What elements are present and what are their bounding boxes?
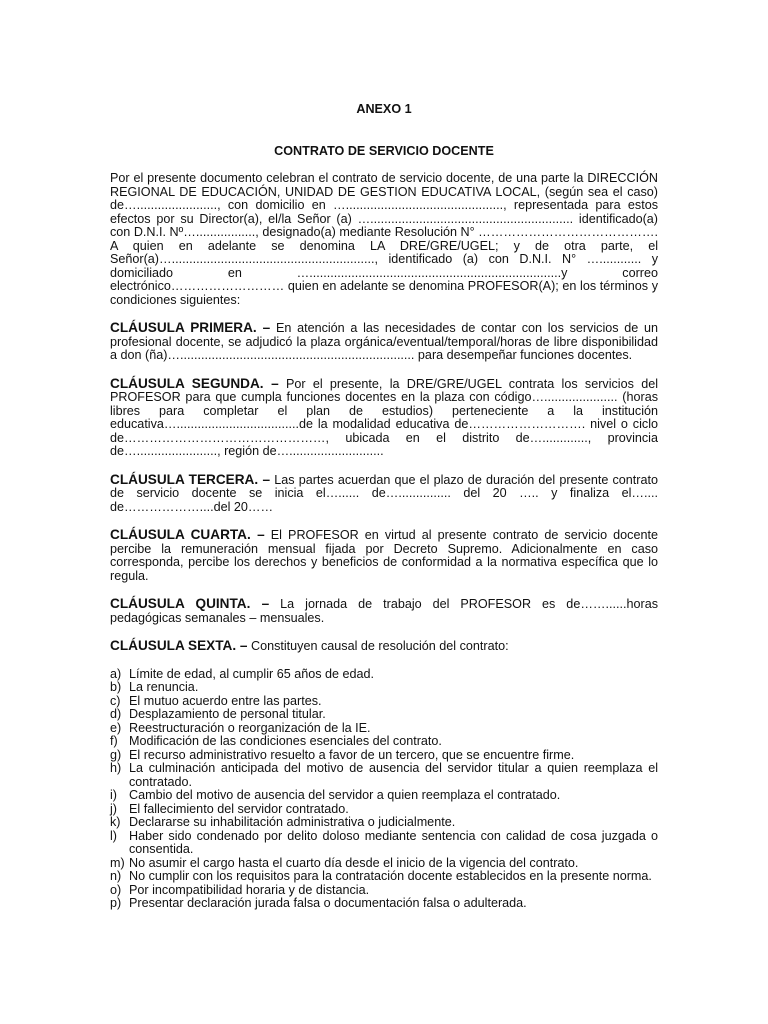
list-marker: p) xyxy=(110,896,122,910)
annex-title: ANEXO 1 xyxy=(356,102,412,116)
list-item xyxy=(110,722,658,736)
list-item xyxy=(110,857,658,871)
list-item-text: Reestructuración o reorganización de la IE. xyxy=(129,720,371,735)
clause-text: El PROFESOR en virtud al presente contrato de servicio docente percibe la remuneración mensual fijada por Decreto Supremo. Adicionalmente en caso corresponda, percibe los derechos y beneficios de conformidad a la normativa específica que lo regula. xyxy=(110,528,658,583)
intro-paragraph: Por el presente documento celebran el contrato de servicio docente, de una parte la DIRECCIÓN REGIONAL DE EDUCACIÓN, UNIDAD DE GESTION EDUCATIVA LOCAL, (según sea el caso) de…......................., con domicilio en …............................................., representada para estos efectos por su Director(a), el/la Señor (a) ….......................................................... identificado(a) con D.N.I. Nº…................., designado(a) mediante Resolución N° ……………………………………. A quien en adelante se denomina LA DRE/GRE/UGEL; y de otra parte, el Señor(a)….........................................................., identificado (a) con D.N.I. N° …............ y domiciliado en …........................................................................y correo electrónico……………………… quien en adelante se denomina PROFESOR(A); en los términos y condiciones siguientes: xyxy=(110,171,658,307)
clause-heading: CLÁUSULA TERCERA. – xyxy=(110,471,271,487)
list-marker: g) xyxy=(110,747,122,762)
list-item xyxy=(110,668,658,682)
list-item xyxy=(110,681,658,695)
clause-heading: CLÁUSULA SEGUNDA. – xyxy=(110,375,279,391)
list-item-text: No asumir el cargo hasta el cuarto día desde el inicio de la vigencia del contrato. xyxy=(129,855,579,870)
list-marker: c) xyxy=(110,693,121,708)
list-item-text: El mutuo acuerdo entre las partes. xyxy=(129,693,322,708)
list-item-text: Por incompatibilidad horaria y de distancia. xyxy=(129,882,370,897)
clause-text: La jornada de trabajo del PROFESOR es de……......horas pedagógicas semanales – mensuales. xyxy=(110,597,659,625)
list-marker: a) xyxy=(110,666,122,681)
clause-segunda xyxy=(110,377,658,459)
clause-text: Por el presente, la DRE/GRE/UGEL contrata los servicios del PROFESOR para que cumpla funciones docentes en la plaza con código…..................... (horas libres para completar el plan de estudios) perteneciente a la institución educativa…...................................de la modalidad educativa de………………………. nivel o ciclo de…………………………………………, ubicada en el distrito de…............., provincia de…......................., región de…........................... xyxy=(110,376,658,458)
list-item xyxy=(110,830,658,857)
clause-cuarta xyxy=(110,528,658,583)
clause-heading: CLÁUSULA SEXTA. – xyxy=(110,638,248,653)
list-item xyxy=(110,789,658,803)
clause-sexta xyxy=(110,639,658,654)
list-marker: m) xyxy=(110,855,125,870)
list-marker: n) xyxy=(110,869,122,883)
list-item-text: Cambio del motivo de ausencia del servidor a quien reemplaza el contratado. xyxy=(129,788,561,802)
list-item xyxy=(110,816,658,830)
list-item xyxy=(110,749,658,763)
list-item-text: No cumplir con los requisitos para la contratación docente establecidos en la presente norma. xyxy=(129,869,652,883)
list-item-text: Límite de edad, al cumplir 65 años de edad. xyxy=(129,666,375,681)
clause-text: En atención a las necesidades de contar con los servicios de un profesional docente, se adjudicó la plaza orgánica/eventual/temporal/horas de libre disponibilidad a don (ña)…................................................................... para desempeñar funciones docentes. xyxy=(110,321,658,362)
list-item-text: Declararse su inhabilitación administrativa o judicialmente. xyxy=(129,815,456,829)
list-item-text: El fallecimiento del servidor contratado. xyxy=(129,801,349,816)
list-item xyxy=(110,897,658,911)
clause-heading: CLÁUSULA CUARTA. – xyxy=(110,527,265,542)
list-item xyxy=(110,803,658,817)
clause-heading: CLÁUSULA QUINTA. – xyxy=(110,596,270,611)
clause-text: Constituyen causal de resolución del contrato: xyxy=(247,639,509,653)
list-item xyxy=(110,735,658,749)
list-marker: e) xyxy=(110,720,122,735)
list-marker: j) xyxy=(110,801,117,816)
list-marker: k) xyxy=(110,815,121,829)
clause-tercera xyxy=(110,473,658,515)
list-marker: f) xyxy=(110,734,118,748)
list-marker: h) xyxy=(110,761,122,775)
list-item xyxy=(110,708,658,722)
contract-title: CONTRATO DE SERVICIO DOCENTE xyxy=(274,143,494,158)
list-marker: l) xyxy=(110,828,117,843)
list-item-text: Haber sido condenado por delito doloso mediante sentencia con calidad de cosa juzgada o consentida. xyxy=(129,828,658,856)
list-item-text: Desplazamiento de personal titular. xyxy=(129,707,326,721)
clause-text: Las partes acuerdan que el plazo de duración del presente contrato de servicio docente se inicia el…...... de…............... del 20 ….. y finaliza el….... de………………....del 20…… xyxy=(110,472,658,514)
list-item-text: El recurso administrativo resuelto a favor de un tercero, que se encuentre firme. xyxy=(129,747,575,762)
list-item-text: La culminación anticipada del motivo de ausencia del servidor titular a quien reemplaza el contratado. xyxy=(129,761,658,789)
list-item xyxy=(110,870,658,884)
list-item xyxy=(110,884,658,898)
list-item-text: Modificación de las condiciones esenciales del contrato. xyxy=(129,734,442,748)
list-item xyxy=(110,762,658,789)
list-item-text: Presentar declaración jurada falsa o documentación falsa o adulterada. xyxy=(129,896,527,910)
list-item xyxy=(110,695,658,709)
list-item-text: La renuncia. xyxy=(129,680,199,694)
list-marker: o) xyxy=(110,882,122,897)
list-marker: d) xyxy=(110,707,122,721)
document-body xyxy=(110,103,658,911)
clause-heading: CLÁUSULA PRIMERA. – xyxy=(110,320,271,335)
termination-causes-list xyxy=(110,668,658,911)
list-marker: i) xyxy=(110,788,117,802)
clause-primera xyxy=(110,321,658,363)
list-marker: b) xyxy=(110,680,122,694)
clause-quinta xyxy=(110,597,658,625)
